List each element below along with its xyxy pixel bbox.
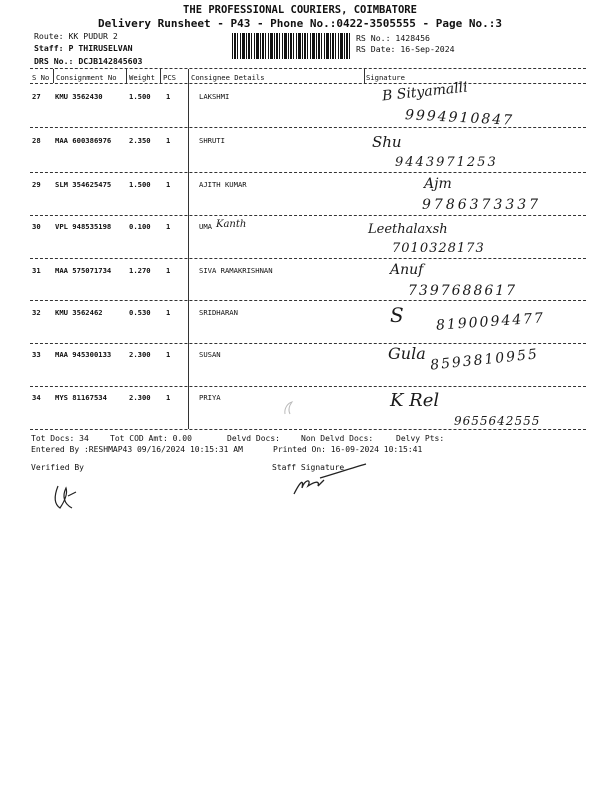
row-sno: 30 [32,222,41,231]
row-sno: 31 [32,266,41,275]
row-divider [30,215,586,216]
row-consignee: LAKSHMI [199,92,230,101]
row-consignment: KMU 3562462 [55,308,103,317]
row-consignee: AJITH KUMAR [199,180,247,189]
row-divider [30,343,586,344]
col-header-sno: S No [32,73,50,82]
company-title: THE PROFESSIONAL COURIERS, COIMBATORE [183,4,417,16]
row-weight: 2.350 [129,136,151,145]
signature-name: Shu [372,133,402,151]
row-consignment: SLM 354625475 [55,180,112,189]
row-consignee: SIVA RAMAKRISHNAN [199,266,273,275]
row-consignment: VPL 948535198 [55,222,112,231]
col-header-pcs: PCS [163,73,176,82]
total-docs: Tot Docs: 34 [31,434,89,443]
row-consignment: MAA 945300133 [55,350,112,359]
entered-by: Entered By :RESHMAP43 09/16/2024 10:15:31 AM [31,445,243,454]
col-sep [126,69,127,83]
verified-by-label: Verified By [31,463,84,472]
signature-name: Leethalaxsh [368,222,448,237]
row-sno: 34 [32,393,41,402]
col-sep [160,69,161,83]
row-pcs: 1 [166,222,171,231]
row-pcs: 1 [166,266,171,275]
consignee-handwritten: Kanth [216,219,247,230]
row-pcs: 1 [166,180,171,189]
signature-phone: 9655642555 [454,414,541,428]
row-divider [30,300,586,301]
row-sno: 27 [32,92,41,101]
header-rule-bottom [30,83,586,84]
row-pcs: 1 [166,308,171,317]
row-divider [30,429,586,430]
row-consignee: PRIYA [199,393,221,402]
signature-name: S [390,303,404,327]
col-sep [188,69,189,429]
signature-name: B Sityamalli [381,79,469,105]
signature-phone: 9443971253 [395,155,498,170]
row-consignee: SUSAN [199,350,221,359]
row-sno: 29 [32,180,41,189]
row-weight: 1.270 [129,266,151,275]
signature-name: Anuf [390,262,424,278]
signature-name: Gula [388,344,426,363]
signature-phone: 8190094477 [435,310,546,334]
row-sno: 28 [32,136,41,145]
row-pcs: 1 [166,393,171,402]
row-sno: 33 [32,350,41,359]
col-header-consignment: Consignment No [56,73,117,82]
row-divider [30,258,586,259]
row-consignee: SHRUTI [199,136,225,145]
row-divider [30,386,586,387]
total-cod: Tot COD Amt: 0.00 [110,434,192,443]
staff-signature-mark [290,460,370,500]
rs-number: RS No.: 1428456 [356,33,430,43]
row-pcs: 1 [166,136,171,145]
signature-phone: 7010328173 [392,241,485,256]
staff-signature-label: Staff Signature [272,463,345,472]
row-weight: 0.100 [129,222,151,231]
row-pcs: 1 [166,350,171,359]
drs-number: DRS No.: DCJB142845603 [34,56,143,66]
non-delivered-docs: Non Delvd Docs: [301,434,374,443]
signature-phone: 8593810955 [429,346,540,374]
col-header-consignee: Consignee Details [191,73,265,82]
runsheet-title: Delivery Runsheet - P43 - Phone No.:0422-3505555 - Page No.:3 [98,17,502,30]
col-sep [53,69,54,83]
delivered-docs: Delvd Docs: [227,434,280,443]
row-weight: 1.500 [129,180,151,189]
rs-date: RS Date: 16-Sep-2024 [356,44,455,54]
signature-phone: 9994910847 [404,107,515,129]
row-pcs: 1 [166,92,171,101]
signature-phone: 9786373337 [422,197,542,213]
barcode [232,33,350,59]
header-rule-top [30,68,586,69]
staff-label: Staff: P THIRUSELVAN [34,43,133,53]
printed-on: Printed On: 16-09-2024 10:15:41 [273,445,423,454]
row-weight: 0.530 [129,308,151,317]
row-consignment: MYS 81167534 [55,393,107,402]
row-consignment: MAA 600386976 [55,136,112,145]
col-header-weight: Weight [129,73,155,82]
col-sep [364,69,365,83]
verified-by-signature-mark [50,482,80,512]
row-divider [30,172,586,173]
row-divider [30,127,586,128]
signature-phone: 7397688617 [408,283,518,299]
col-header-signature: Signature [366,73,405,82]
row-weight: 2.300 [129,350,151,359]
row-weight: 2.300 [129,393,151,402]
row-consignment: MAA 575071734 [55,266,112,275]
signature-name: K Rel [390,390,440,411]
row-weight: 1.500 [129,92,151,101]
faint-mark [282,400,296,416]
route-label: Route: KK PUDUR 2 [34,31,118,41]
signature-name: Ajm [424,176,452,192]
row-consignment: KMU 3562430 [55,92,103,101]
row-consignee: SRIDHARAN [199,308,238,317]
delivery-points: Delvy Pts: [396,434,445,443]
row-sno: 32 [32,308,41,317]
row-consignee: UMA [199,222,212,231]
